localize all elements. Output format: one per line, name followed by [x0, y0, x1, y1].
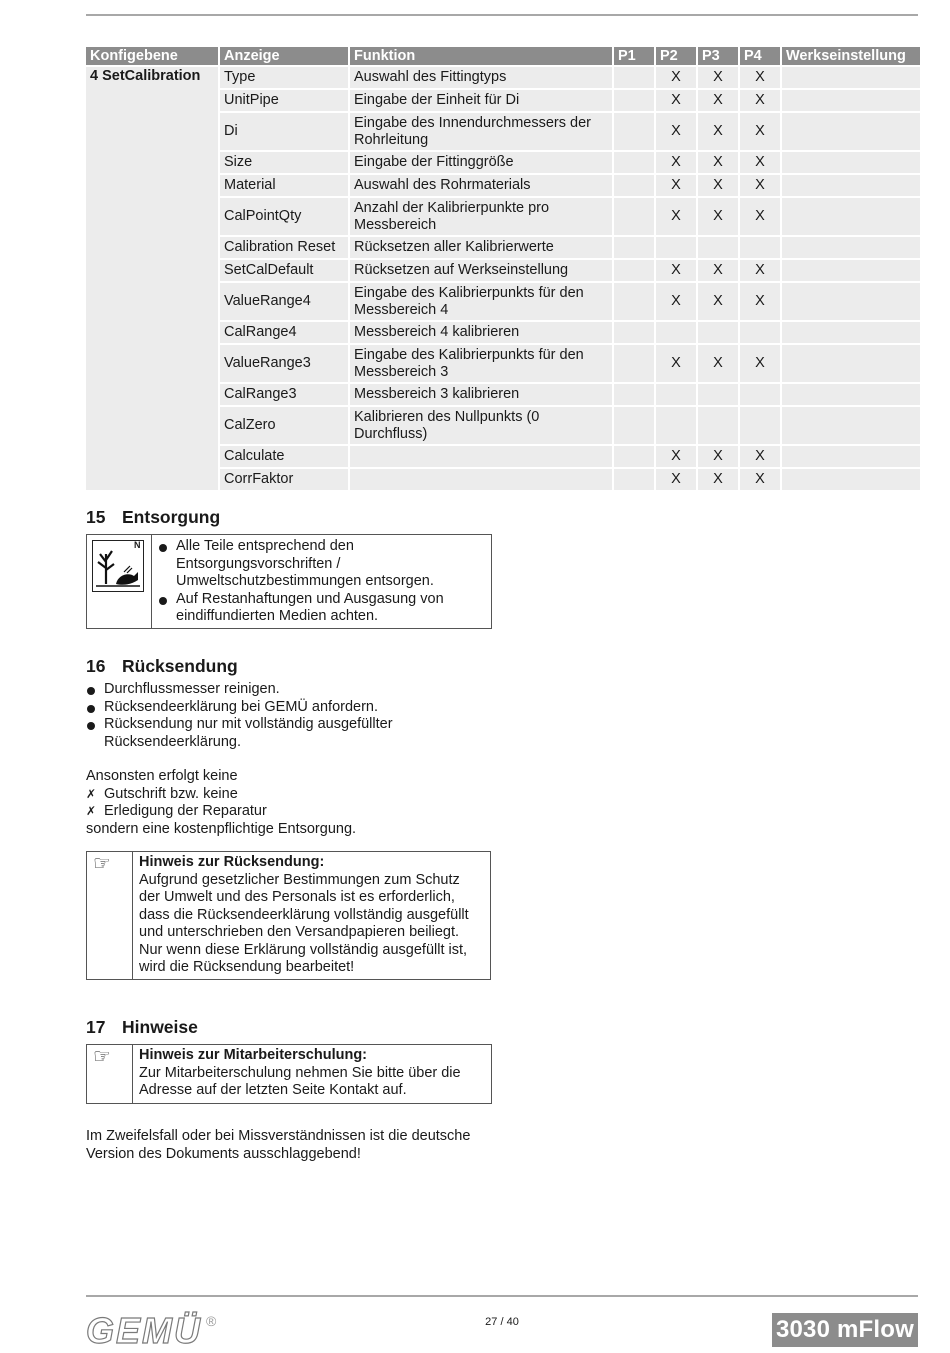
p4-cell	[740, 384, 780, 405]
icon-column	[87, 1045, 133, 1103]
p2-cell: X	[656, 90, 696, 111]
werkseinstellung-cell	[782, 283, 920, 320]
p4-cell: X	[740, 152, 780, 173]
language-disclaimer: Im Zweifelsfall oder bei Missverständnissen ist die deutsche Version des Dokuments ausschlaggebend!	[86, 1128, 471, 1162]
return-note-box	[86, 851, 491, 980]
anzeige-cell: SetCalDefault	[220, 260, 348, 281]
anzeige-cell: Type	[220, 67, 348, 88]
funktion-cell: Rücksetzen auf Werkseinstellung	[350, 260, 612, 281]
config-level-cell: 4 SetCalibration	[86, 67, 218, 490]
werkseinstellung-cell	[782, 90, 920, 111]
anzeige-cell: CalRange4	[220, 322, 348, 343]
p1-cell	[614, 446, 654, 467]
table-row	[86, 67, 920, 88]
funktion-cell: Auswahl des Rohrmaterials	[350, 175, 612, 196]
note-title: Hinweis zur Mitarbeiterschulung:	[139, 1047, 367, 1063]
anzeige-cell: CorrFaktor	[220, 469, 348, 490]
header-p3: P3	[698, 47, 738, 65]
table-body	[86, 67, 920, 490]
funktion-cell: Eingabe des Kalibrierpunkts für den Messbereich 3	[350, 345, 612, 382]
p4-cell: X	[740, 67, 780, 88]
header-p2: P2	[656, 47, 696, 65]
x-mark-icon: ✗	[86, 804, 97, 818]
p2-cell	[656, 407, 696, 444]
werkseinstellung-cell	[782, 67, 920, 88]
werkseinstellung-cell	[782, 175, 920, 196]
anzeige-cell: CalZero	[220, 407, 348, 444]
p3-cell: X	[698, 260, 738, 281]
werkseinstellung-cell	[782, 469, 920, 490]
funktion-cell	[350, 469, 612, 490]
section-number: 17	[86, 1017, 106, 1037]
icon-column	[87, 852, 133, 979]
pointing-hand-icon: ☞	[93, 853, 111, 875]
anzeige-cell: Size	[220, 152, 348, 173]
section-16-heading	[86, 655, 238, 677]
registered-mark: ®	[206, 1313, 217, 1329]
section-number: 16	[86, 656, 106, 676]
anzeige-cell: ValueRange4	[220, 283, 348, 320]
icon-column	[87, 535, 152, 628]
disposal-box	[86, 534, 492, 629]
section-title: Hinweise	[122, 1017, 198, 1037]
disposal-list	[158, 538, 478, 626]
funktion-cell: Rücksetzen aller Kalibrierwerte	[350, 237, 612, 258]
p2-cell: X	[656, 175, 696, 196]
x-mark-icon: ✗	[86, 786, 97, 801]
anzeige-cell: Material	[220, 175, 348, 196]
funktion-cell: Eingabe des Innendurchmessers der Rohrleitung	[350, 113, 612, 150]
p1-cell	[614, 345, 654, 382]
p1-cell	[614, 198, 654, 235]
p4-cell	[740, 237, 780, 258]
anzeige-cell: Calculate	[220, 446, 348, 467]
p1-cell	[614, 283, 654, 320]
p1-cell	[614, 260, 654, 281]
anzeige-cell: ValueRange3	[220, 345, 348, 382]
funktion-cell: Anzahl der Kalibrierpunkte pro Messbereich	[350, 198, 612, 235]
funktion-cell: Messbereich 3 kalibrieren	[350, 384, 612, 405]
logo-text: GEMÜ	[86, 1310, 202, 1351]
p3-cell: X	[698, 175, 738, 196]
werkseinstellung-cell	[782, 113, 920, 150]
pointing-hand-icon: ☞	[93, 1046, 111, 1068]
x-item-text: Gutschrift bzw. keine	[104, 785, 238, 802]
p1-cell	[614, 237, 654, 258]
list-item: Rücksendeerklärung bei GEMÜ anfordern.	[86, 699, 426, 717]
return-steps	[86, 681, 426, 751]
funktion-cell: Messbereich 4 kalibrieren	[350, 322, 612, 343]
p2-cell	[656, 322, 696, 343]
training-note-box	[86, 1044, 492, 1104]
p4-cell: X	[740, 469, 780, 490]
p3-cell: X	[698, 283, 738, 320]
product-name-badge: 3030 mFlow	[772, 1313, 918, 1347]
table-header-row	[86, 47, 920, 65]
p4-cell: X	[740, 446, 780, 467]
p3-cell: X	[698, 198, 738, 235]
p3-cell	[698, 407, 738, 444]
section-title: Rücksendung	[122, 656, 238, 676]
disposal-text	[152, 535, 484, 628]
p4-cell: X	[740, 260, 780, 281]
header-p4: P4	[740, 47, 780, 65]
header-funktion: Funktion	[350, 47, 612, 65]
p2-cell: X	[656, 198, 696, 235]
p3-cell: X	[698, 113, 738, 150]
section-15-heading	[86, 506, 220, 528]
p1-cell	[614, 67, 654, 88]
section-17-heading	[86, 1016, 198, 1038]
p2-cell: X	[656, 469, 696, 490]
x-item	[86, 803, 506, 821]
p3-cell: X	[698, 345, 738, 382]
return-list	[86, 681, 426, 751]
p2-cell: X	[656, 152, 696, 173]
list-item: Auf Restanhaftungen und Ausgasung von eindiffundierten Medien achten.	[158, 591, 478, 626]
training-note-text	[133, 1045, 485, 1103]
p3-cell	[698, 322, 738, 343]
p4-cell: X	[740, 90, 780, 111]
p3-cell: X	[698, 90, 738, 111]
x-item	[86, 786, 506, 804]
bottom-rule	[86, 1295, 918, 1297]
p1-cell	[614, 407, 654, 444]
p3-cell	[698, 237, 738, 258]
werkseinstellung-cell	[782, 198, 920, 235]
anzeige-cell: UnitPipe	[220, 90, 348, 111]
anzeige-cell: Di	[220, 113, 348, 150]
p1-cell	[614, 175, 654, 196]
p1-cell	[614, 322, 654, 343]
funktion-cell	[350, 446, 612, 467]
list-item: Durchflussmesser reinigen.	[86, 681, 426, 699]
header-anzeige: Anzeige	[220, 47, 348, 65]
p3-cell: X	[698, 152, 738, 173]
p1-cell	[614, 469, 654, 490]
p4-cell: X	[740, 113, 780, 150]
x-item-text: Erledigung der Reparatur	[104, 803, 267, 819]
p2-cell: X	[656, 67, 696, 88]
p4-cell	[740, 407, 780, 444]
p2-cell: X	[656, 446, 696, 467]
anzeige-cell: Calibration Reset	[220, 237, 348, 258]
section-number: 15	[86, 507, 106, 527]
p1-cell	[614, 90, 654, 111]
p4-cell: X	[740, 198, 780, 235]
funktion-cell: Eingabe der Fittinggröße	[350, 152, 612, 173]
p2-cell	[656, 237, 696, 258]
p2-cell: X	[656, 283, 696, 320]
p2-cell: X	[656, 260, 696, 281]
p2-cell: X	[656, 345, 696, 382]
werkseinstellung-cell	[782, 322, 920, 343]
werkseinstellung-cell	[782, 345, 920, 382]
section-title: Entsorgung	[122, 507, 221, 527]
p1-cell	[614, 113, 654, 150]
funktion-cell: Eingabe der Einheit für Di	[350, 90, 612, 111]
anzeige-cell: CalRange3	[220, 384, 348, 405]
return-note-text	[133, 852, 485, 979]
p4-cell	[740, 322, 780, 343]
note-title: Hinweis zur Rücksendung:	[139, 854, 325, 870]
top-rule	[86, 14, 918, 16]
p2-cell	[656, 384, 696, 405]
p1-cell	[614, 152, 654, 173]
header-p1: P1	[614, 47, 654, 65]
p3-cell: X	[698, 67, 738, 88]
note-body: Zur Mitarbeiterschulung nehmen Sie bitte über die Adresse auf der letzten Seite Kontakt auf.	[139, 1064, 461, 1098]
header-konfigebene: Konfigebene	[86, 47, 218, 65]
icon-letter: N	[134, 540, 141, 550]
instead-text: sondern eine kostenpflichtige Entsorgung.	[86, 820, 357, 837]
p3-cell: X	[698, 469, 738, 490]
parameter-table	[84, 45, 922, 492]
werkseinstellung-cell	[782, 384, 920, 405]
header-werkseinstellung: Werkseinstellung	[782, 47, 920, 65]
funktion-cell: Auswahl des Fittingtyps	[350, 67, 612, 88]
p3-cell: X	[698, 446, 738, 467]
werkseinstellung-cell	[782, 260, 920, 281]
werkseinstellung-cell	[782, 407, 920, 444]
funktion-cell: Eingabe des Kalibrierpunkts für den Messbereich 4	[350, 283, 612, 320]
p2-cell: X	[656, 113, 696, 150]
p4-cell: X	[740, 345, 780, 382]
p4-cell: X	[740, 283, 780, 320]
otherwise-text: Ansonsten erfolgt keine	[86, 768, 238, 784]
werkseinstellung-cell	[782, 237, 920, 258]
page-number: 27 / 40	[485, 1316, 519, 1328]
p3-cell	[698, 384, 738, 405]
funktion-cell: Kalibrieren des Nullpunkts (0 Durchfluss)	[350, 407, 612, 444]
list-item: Alle Teile entsprechend den Entsorgungsvorschriften / Umweltschutzbestimmungen entsorgen.	[158, 538, 478, 591]
p4-cell: X	[740, 175, 780, 196]
note-body: Aufgrund gesetzlicher Bestimmungen zum Schutz der Umwelt und des Personals ist es erforderlich, dass die Rücksendeerklärung vollständig ausgefüllt und unterschrieben den Versandpapieren beiliegt. Nur wenn diese Erklärung vollständig ausgefüllt ist, wird die Rücksendung bearbeitet!	[139, 871, 469, 975]
p1-cell	[614, 384, 654, 405]
werkseinstellung-cell	[782, 446, 920, 467]
werkseinstellung-cell	[782, 152, 920, 173]
anzeige-cell: CalPointQty	[220, 198, 348, 235]
return-consequence	[86, 768, 506, 838]
list-item: Rücksendung nur mit vollständig ausgefüllter Rücksendeerklärung.	[86, 716, 426, 751]
